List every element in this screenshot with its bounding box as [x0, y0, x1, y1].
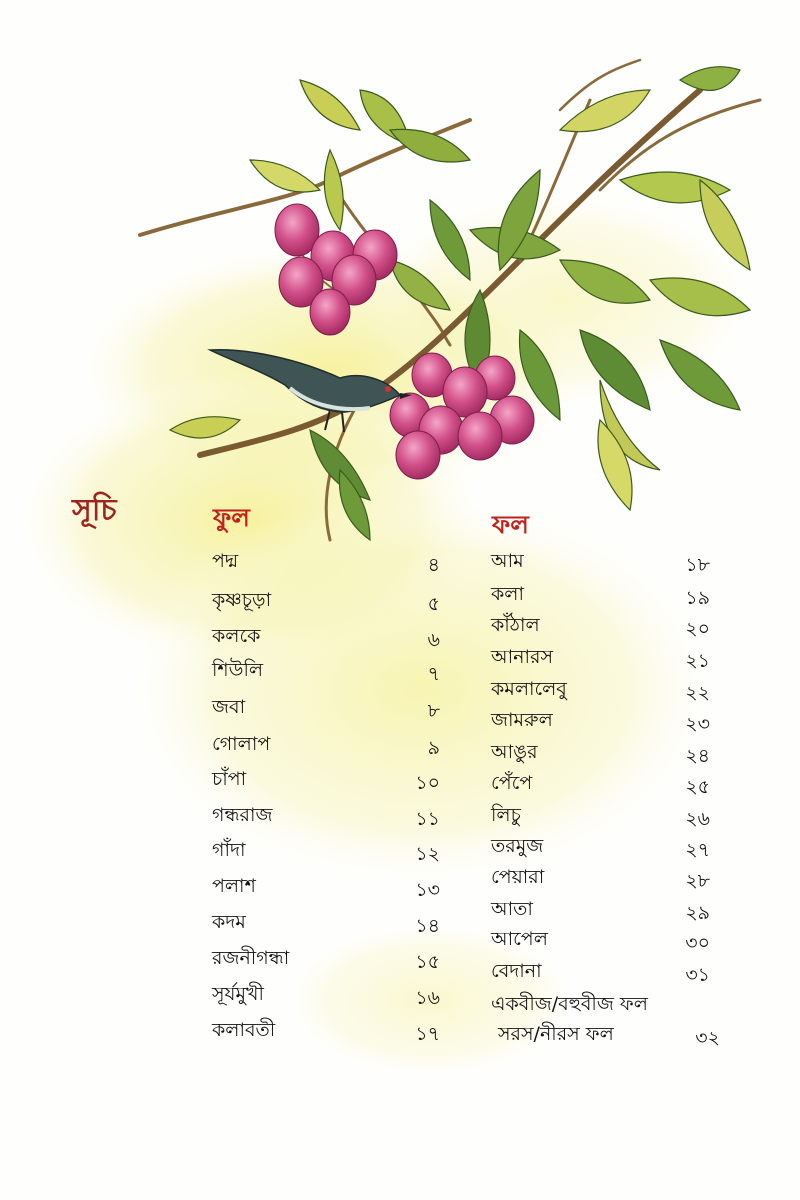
fruit-page-number: ২৮: [685, 870, 710, 892]
flower-entry[interactable]: গাঁদা: [212, 839, 246, 861]
fruit-page-number: ২৫: [685, 776, 710, 798]
fruit-page-number: ৩২: [695, 1027, 720, 1049]
flower-entry[interactable]: জবা: [212, 696, 246, 718]
fruit-entry[interactable]: আম: [491, 550, 524, 572]
flower-page-number: ৭: [427, 663, 440, 685]
yellow-wash: [10, 190, 760, 1080]
flower-entry[interactable]: সূর্যমুখী: [212, 983, 264, 1005]
flower-entry[interactable]: গোলাপ: [212, 733, 271, 755]
flower-page-number: ১১: [415, 808, 440, 830]
fruit-page-number: ২১: [685, 650, 710, 672]
flower-page-number: ৮: [427, 700, 440, 722]
flower-entry[interactable]: পদ্ম: [212, 550, 239, 572]
fruit-entry[interactable]: সরস/নীরস ফল: [498, 1023, 614, 1045]
fruit-entry[interactable]: কমলালেবু: [491, 678, 567, 700]
fruit-entry[interactable]: লিচু: [491, 804, 521, 826]
fruit-entry[interactable]: বেদানা: [491, 960, 542, 982]
flower-page-number: ৫: [427, 593, 440, 615]
fruit-entry[interactable]: পেয়ারা: [491, 866, 545, 888]
fruit-page-number: ২৬: [685, 808, 710, 830]
flower-entry[interactable]: কৃষ্ণচূড়া: [212, 589, 272, 611]
flower-page-number: ১০: [415, 772, 440, 794]
fruit-entry[interactable]: পেঁপে: [491, 772, 533, 794]
toc-title: সূচি: [72, 493, 117, 528]
flower-page-number: ১৬: [415, 987, 440, 1009]
fruit-page-number: ২৯: [685, 902, 710, 924]
fruit-entry[interactable]: একবীজ/বহুবীজ ফল: [491, 993, 648, 1015]
fruit-page-number: ২২: [685, 682, 710, 704]
flowers-heading: ফুল: [213, 503, 250, 532]
fruit-entry[interactable]: আতা: [491, 898, 533, 920]
fruit-page-number: ২৪: [685, 745, 710, 767]
fruit-entry[interactable]: জামরুল: [491, 709, 553, 731]
fruit-page-number: ৩১: [685, 964, 710, 986]
fruit-page-number: ২৩: [685, 713, 710, 735]
fruit-page-number: ১৮: [685, 554, 710, 576]
flower-entry[interactable]: রজনীগন্ধা: [212, 947, 290, 969]
fruit-page-number: ২০: [685, 618, 710, 640]
fruit-entry[interactable]: তরমুজ: [491, 835, 544, 857]
flower-page-number: ৯: [427, 737, 440, 759]
fruit-page-number: ১৯: [685, 587, 710, 609]
flower-page-number: ১৪: [415, 915, 440, 937]
flower-page-number: ১৫: [415, 951, 440, 973]
fruit-entry[interactable]: কলা: [491, 583, 524, 605]
fruit-entry[interactable]: আনারস: [491, 646, 554, 668]
flower-page-number: ১২: [415, 843, 440, 865]
flower-page-number: ৪: [427, 554, 440, 576]
flower-entry[interactable]: কদম: [212, 911, 246, 933]
flower-entry[interactable]: শিউলি: [212, 659, 264, 681]
fruit-entry[interactable]: কাঁঠাল: [491, 614, 540, 636]
flower-page-number: ১৭: [415, 1023, 440, 1045]
fruit-page-number: ২৭: [685, 839, 710, 861]
flower-page-number: ৬: [427, 629, 440, 651]
flower-entry[interactable]: কলকে: [212, 625, 261, 647]
fruits-heading: ফল: [492, 510, 529, 539]
fruit-page-number: ৩০: [685, 932, 710, 954]
flower-entry[interactable]: চাঁপা: [212, 768, 247, 790]
flower-page-number: ১৩: [415, 879, 440, 901]
flower-entry[interactable]: কলাবতী: [212, 1019, 276, 1041]
flower-entry[interactable]: গন্ধরাজ: [212, 804, 273, 826]
fruit-entry[interactable]: আপেল: [491, 928, 548, 950]
fruit-entry[interactable]: আঙুর: [491, 741, 538, 763]
flower-entry[interactable]: পলাশ: [212, 875, 256, 897]
